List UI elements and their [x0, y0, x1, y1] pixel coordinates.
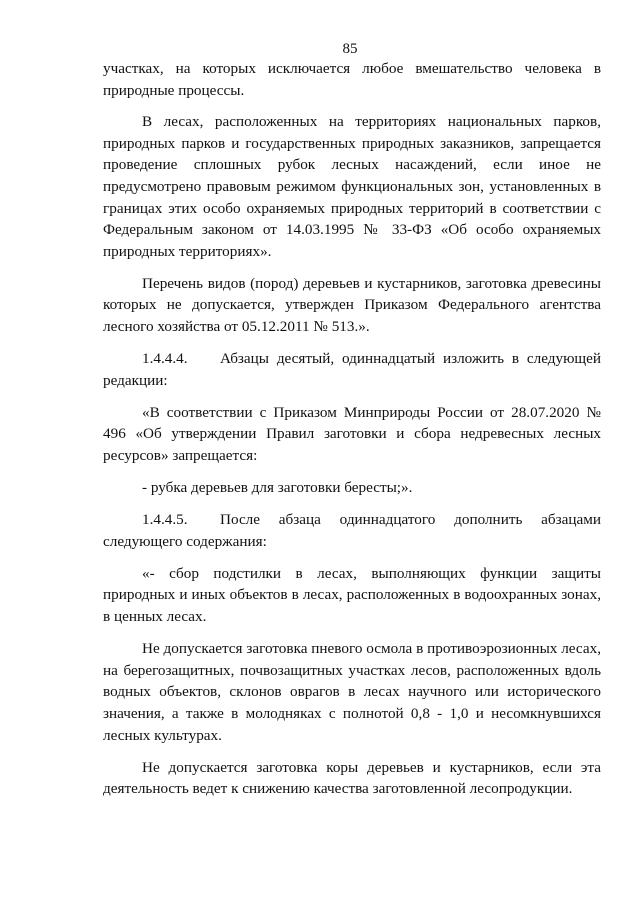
item-text: После абзаца одиннадцатого дополнить абзацами следующего содержания: — [103, 511, 601, 550]
paragraph-order-496: «В соответствии с Приказом Минприроды России от 28.07.2020 № 496 «Об утверждении Правил заготовки и сбора недревесных лесных ресурсов» запрещается: — [103, 403, 601, 464]
item-text: Абзацы десятый, одиннадцатый изложить в следующей редакции: — [103, 350, 601, 389]
paragraph-bark-harvesting: Не допускается заготовка коры деревьев и кустарников, если эта деятельность ведет к снижению качества заготовленной лесопродукции. — [103, 758, 601, 798]
paragraph-species-list: Перечень видов (пород) деревьев и кустарников, заготовка древесины которых не допускается, утвержден Приказом Федерального агентства лесного хозяйства от 05.12.2011 № 513.». — [103, 274, 601, 336]
paragraph-stump-resin: Не допускается заготовка пневого осмола в противоэрозионных лесах, на берегозащитных, почвозащитных участках лесов, расположенных вдоль водных объектов, склонов оврагов в лесах научного или исторического значения, а также в молодняках с полнотой 0,8 - 1,0 и несомкнувшихся лесных культурах. — [103, 640, 601, 744]
paragraph-national-parks: В лесах, расположенных на территориях национальных парков, природных парков и государственных природных заказников, запрещается проведение сплошных рубок лесных насаждений, если иное не предусмотрено правовым режимом функциональных зон, установленных в границах этих особо охраняемых природных территорий в соответствии с Федеральным законом от 14.03.1995 № 33-ФЗ «Об особо охраняемых природных территориях». — [103, 113, 601, 260]
item-number: 1.4.4.5. — [142, 511, 188, 529]
paragraph-item-1-4-4-5 — [103, 509, 601, 552]
item-number: 1.4.4.4. — [142, 350, 188, 368]
paragraph-item-1-4-4-4 — [103, 348, 601, 391]
paragraph-continuation: участках, на которых исключается любое вмешательство человека в природные процессы. — [103, 60, 601, 99]
page-number: 85 — [342, 41, 358, 57]
paragraph-litter-collection: «- сбор подстилки в лесах, выполняющих функции защиты природных и иных объектов в лесах, расположенных в водоохранных зонах, в ценных лесах. — [103, 564, 601, 626]
paragraph-birch-bark: - рубка деревьев для заготовки бересты;». — [142, 479, 413, 497]
page-body — [103, 58, 601, 810]
